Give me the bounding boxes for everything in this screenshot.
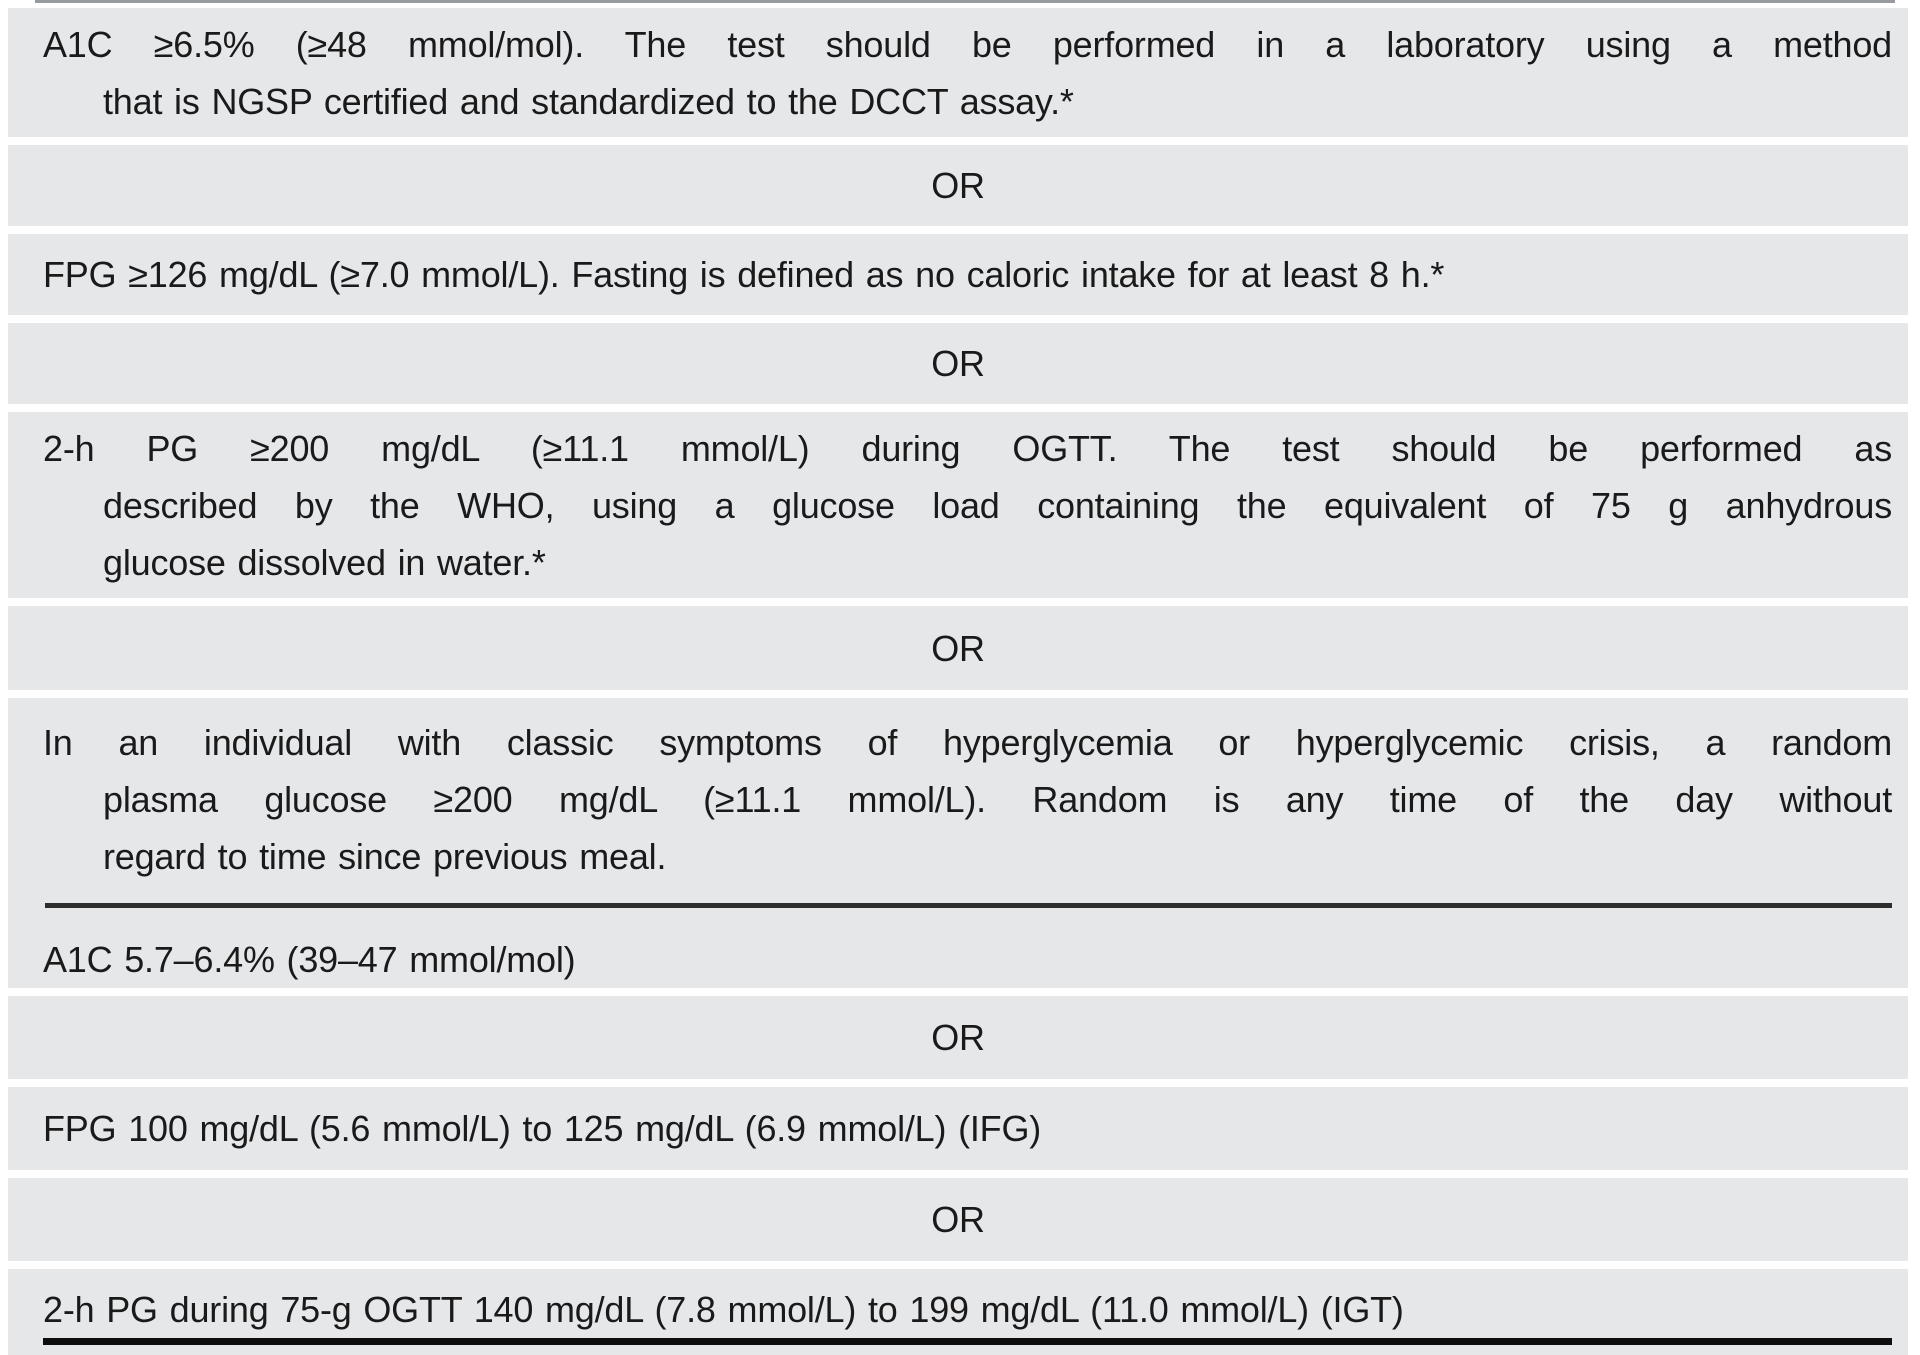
or-label: OR bbox=[931, 343, 985, 384]
row-2hpg-prediabetes bbox=[8, 1269, 1908, 1355]
section-divider-rule bbox=[45, 903, 1892, 908]
criterion-line: FPG ≥126 mg/dL (≥7.0 mmol/L). Fasting is defined as no caloric intake for at least 8 h.* bbox=[43, 254, 1445, 295]
row-random-glucose-and-prediabetes-a1c bbox=[8, 698, 1908, 988]
criterion-line: regard to time since previous meal. bbox=[103, 836, 667, 877]
criterion-line: A1C 5.7–6.4% (39–47 mmol/mol) bbox=[43, 939, 576, 980]
criterion-line: 2-h PG ≥200 mg/dL (≥11.1 mmol/L) during OGTT. The test should be performed as bbox=[43, 427, 1892, 469]
row-or-1 bbox=[8, 145, 1908, 226]
or-label: OR bbox=[931, 165, 985, 206]
or-label: OR bbox=[931, 1199, 985, 1240]
row-a1c-diabetes bbox=[8, 8, 1908, 137]
criterion-line: glucose dissolved in water.* bbox=[103, 541, 546, 583]
row-2hpg-diabetes bbox=[8, 412, 1908, 598]
criterion-line: that is NGSP certified and standardized to the DCCT assay.* bbox=[103, 80, 1074, 122]
row-or-3 bbox=[8, 606, 1908, 690]
criterion-line: 2-h PG during 75-g OGTT 140 mg/dL (7.8 mmol/L) to 199 mg/dL (11.0 mmol/L) (IGT) bbox=[43, 1289, 1404, 1330]
bottom-rule bbox=[43, 1338, 1892, 1345]
criterion-line: FPG 100 mg/dL (5.6 mmol/L) to 125 mg/dL (6.9 mmol/L) (IFG) bbox=[43, 1108, 1042, 1149]
row-or-2 bbox=[8, 323, 1908, 404]
criterion-line: In an individual with classic symptoms of hyperglycemia or hyperglycemic crisis, a random bbox=[43, 722, 1892, 763]
row-fpg-prediabetes bbox=[8, 1087, 1908, 1170]
row-fpg-diabetes bbox=[8, 234, 1908, 315]
criterion-line: described by the WHO, using a glucose load containing the equivalent of 75 g anhydrous bbox=[103, 484, 1892, 526]
row-or-5 bbox=[8, 1178, 1908, 1261]
or-label: OR bbox=[931, 1017, 985, 1058]
top-partial-rule bbox=[35, 0, 1895, 3]
criterion-line: plasma glucose ≥200 mg/dL (≥11.1 mmol/L). Random is any time of the day without bbox=[103, 779, 1892, 820]
row-or-4 bbox=[8, 996, 1908, 1079]
or-label: OR bbox=[931, 627, 985, 669]
criterion-line: A1C ≥6.5% (≥48 mmol/mol). The test should be performed in a laboratory using a method bbox=[43, 23, 1892, 65]
